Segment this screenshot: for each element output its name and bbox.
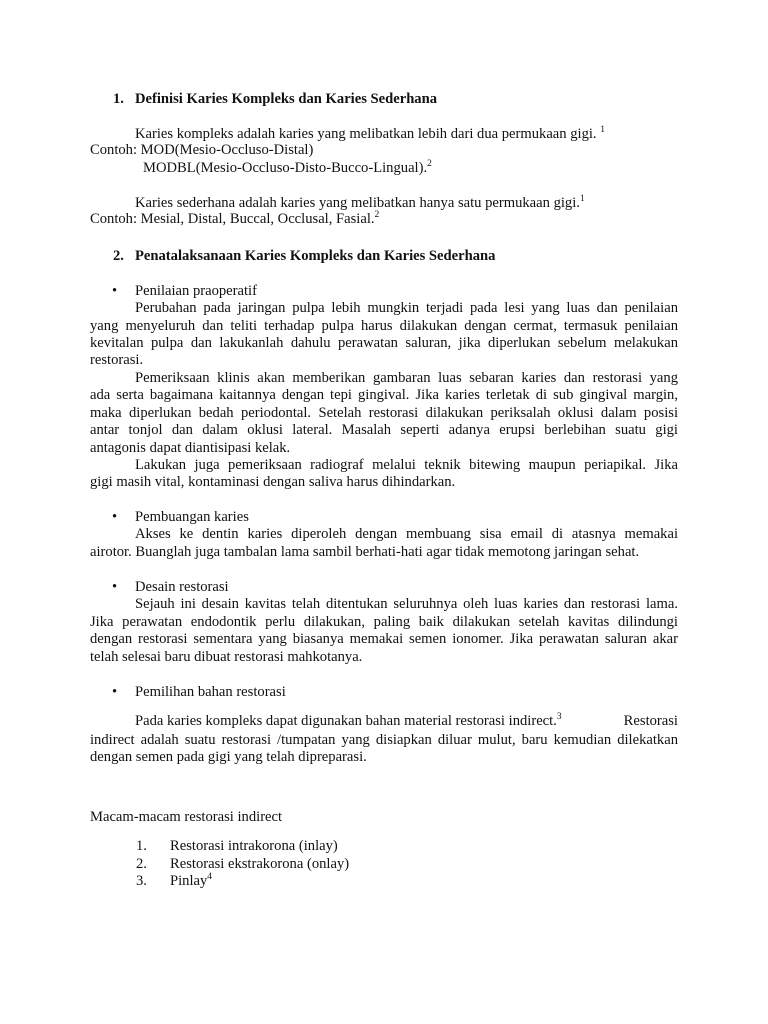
penilaian-p2-line: maka diperlukan bedah periodontal. Setelah restorasi dilakukan periksalah oklusi dalam posisi xyxy=(90,405,678,421)
list-item-number: 1. xyxy=(136,838,147,854)
pemilihan-p1-text xyxy=(135,713,562,731)
footnote-ref: 3 xyxy=(556,712,562,722)
penilaian-p2-line: ada serta bagaimana kaitannya dengan tepi gingival. Jika karies terletak di sub gingival margin, xyxy=(90,387,678,403)
section-1-title: Definisi Karies Kompleks dan Karies Sederhana xyxy=(135,91,438,107)
list-item xyxy=(170,856,349,874)
footnote-ref: 1 xyxy=(579,194,585,204)
penilaian-p2-line: antar tonjol dan dalam oklusi lateral. Masalah seperti adanya erupsi berlebihan suatu gigi xyxy=(90,422,678,438)
pemilihan-p1-end: Restorasi xyxy=(623,713,678,729)
sederhana-definition xyxy=(135,195,585,213)
bullet-icon: • xyxy=(112,509,118,525)
penilaian-p1-line: kevitalan pulpa dan lakukanlah dahulu perawatan saluran, jika diperlukan sebelum melakukan xyxy=(90,335,678,351)
pemilihan-p1-first-line xyxy=(135,713,678,731)
contoh-kompleks-2 xyxy=(143,160,432,178)
pemilihan-p1a: Pada karies kompleks dapat digunakan bahan material restorasi indirect. xyxy=(135,713,557,729)
section-2-title: Penatalaksanaan Karies Kompleks dan Karies Sederhana xyxy=(135,248,496,264)
penilaian-p1-line: Perubahan pada jaringan pulpa lebih mungkin terjadi pada lesi yang luas dan penilaian xyxy=(135,300,678,316)
penilaian-p2-line: Pemeriksaan klinis akan memberikan gambaran luas sebaran karies dan restorasi yang xyxy=(135,370,678,386)
kompleks-definition xyxy=(135,126,605,144)
footnote-ref: 4 xyxy=(207,872,213,882)
list-item-text: Pinlay xyxy=(170,873,208,889)
contoh-sederhana-text: Contoh: Mesial, Distal, Buccal, Occlusal, Fasial. xyxy=(90,211,375,227)
list-item-text: Restorasi ekstrakorona (onlay) xyxy=(170,856,350,872)
pembuangan-p1-line: airotor. Buanglah juga tambalan lama sambil berhati-hati agar tidak memotong jaringan sehat. xyxy=(90,544,640,560)
bullet-icon: • xyxy=(112,684,118,700)
section-2-number: 2. xyxy=(113,248,124,264)
list-item-number: 3. xyxy=(136,873,147,889)
list-item-text: Restorasi intrakorona (inlay) xyxy=(170,838,338,854)
section-1-number: 1. xyxy=(113,91,124,107)
penilaian-p2-line: antagonis dapat diantisipasi kelak. xyxy=(90,440,291,456)
desain-p1-line: telah selesai baru dibuat restorasi mahkotanya. xyxy=(90,649,363,665)
footnote-ref: 2 xyxy=(374,210,380,220)
footnote-ref: 1 xyxy=(600,125,605,135)
penilaian-heading: Penilaian praoperatif xyxy=(135,283,257,299)
pemilihan-heading: Pemilihan bahan restorasi xyxy=(135,684,286,700)
pemilihan-p1-line: indirect adalah suatu restorasi /tumpatan yang disiapkan diluar mulut, baru kemudian dilekatkan xyxy=(90,732,678,748)
macam-title: Macam-macam restorasi indirect xyxy=(90,809,283,825)
desain-p1-line: Jika perawatan endodontik perlu dilakukan, paling baik dilakukan setelah kavitas dilindungi xyxy=(90,614,678,630)
pemilihan-p1-line: dengan semen pada gigi yang telah dipreparasi. xyxy=(90,749,367,765)
contoh-kompleks: Contoh: MOD(Mesio-Occluso-Distal) xyxy=(90,142,314,158)
list-item-number: 2. xyxy=(136,856,147,872)
list-item xyxy=(170,838,338,856)
bullet-icon: • xyxy=(112,579,118,595)
penilaian-p3-line: Lakukan juga pemeriksaan radiograf melalui teknik bitewing maupun periapikal. Jika xyxy=(135,457,678,473)
penilaian-p1-line: restorasi. xyxy=(90,352,144,368)
sederhana-text: Karies sederhana adalah karies yang melibatkan hanya satu permukaan gigi. xyxy=(135,195,580,211)
contoh-kompleks-2-text: MODBL(Mesio-Occluso-Disto-Bucco-Lingual). xyxy=(143,160,428,176)
desain-heading: Desain restorasi xyxy=(135,579,229,595)
desain-p1-line: Sejauh ini desain kavitas telah ditentukan seluruhnya oleh luas karies dan restorasi lama. xyxy=(135,596,678,612)
penilaian-p1-line: yang menyeluruh dan teliti terhadap pulpa harus dilakukan dengan cermat, termasuk penilaian xyxy=(90,318,678,334)
kompleks-text: Karies kompleks adalah karies yang melibatkan lebih dari dua permukaan gigi. xyxy=(135,126,597,142)
contoh-sederhana xyxy=(90,211,379,229)
bullet-icon: • xyxy=(112,283,118,299)
pembuangan-p1-line: Akses ke dentin karies diperoleh dengan membuang sisa email di atasnya memakai xyxy=(135,526,678,542)
pembuangan-heading: Pembuangan karies xyxy=(135,509,249,525)
penilaian-p3-line: gigi masih vital, kontaminasi dengan saliva harus dihindarkan. xyxy=(90,474,456,490)
desain-p1-line: dengan restorasi sementara yang biasanya memakai semen ionomer. Jika perawatan saluran akar xyxy=(90,631,678,647)
list-item xyxy=(170,873,212,891)
footnote-ref: 2 xyxy=(427,159,432,169)
